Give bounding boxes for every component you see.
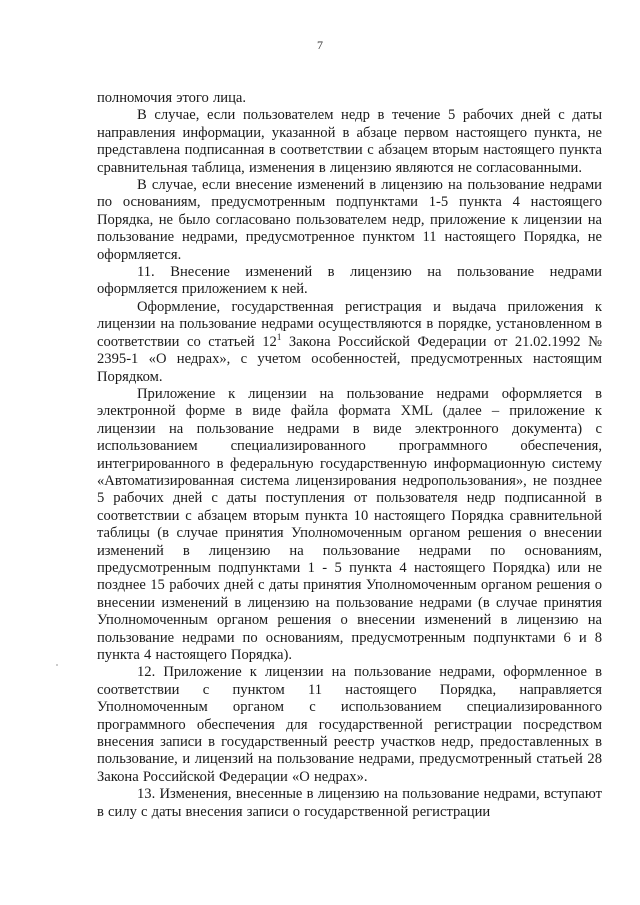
paragraph-item-13: 13. Изменения, внесенные в лицензию на пользование недрами, вступают в силу с даты внесения записи о государственной регистрации: [97, 786, 602, 820]
document-body: [97, 90, 602, 821]
paragraph-registration: [97, 299, 602, 386]
paragraph-registration-end: Закона Российской Федерации от 21.02.1992 № 2395-1 «О недрах», с учетом особенностей, предусмотренных настоящим Порядком.: [97, 333, 602, 385]
paragraph-item-11: 11. Внесение изменений в лицензию на пользование недрами оформляется приложением к ней.: [97, 264, 602, 298]
page-number: 7: [317, 38, 323, 52]
paragraph-continuation: полномочия этого лица.: [97, 90, 247, 106]
paragraph-xml-format: Приложение к лицензии на пользование недрами оформляется в электронной форме в виде файла формата XML (далее – приложение к лицензии на пользование недрами в виде электронного документа) с использованием специализированного программного обеспечения, интегрированного в федеральную государственную информационную систему «Автоматизированная система лицензирования недропользования», не позднее 5 рабочих дней с даты поступления от пользователя недр подписанной в соответствии с абзацем вторым пункта 10 настоящего Порядка сравнительной таблицы (в случае принятия Уполномоченным органом решения о внесении изменений в лицензию на пользование недрами по основаниям, предусмотренным подпунктами 1 - 5 пункта 4 настоящего Порядка) или не позднее 15 рабочих дней с даты принятия Уполномоченным органом решения о внесении изменений в лицензию на пользование недрами (в случае принятия Уполномоченным органом решения о внесении изменений в лицензию на пользование недрами по основаниям, предусмотренным подпунктами 6 и 8 пункта 4 настоящего Порядка).: [97, 385, 602, 663]
paragraph-registration-start: Оформление, государственная регистрация и выдача приложения к лицензии на пользование недрами осуществляются в порядке, установленном в соответствии со статьей 12: [97, 298, 602, 350]
margin-mark: [56, 664, 58, 666]
article-superscript: 1: [276, 331, 282, 342]
paragraph-item-12: 12. Приложение к лицензии на пользование недрами, оформленное в соответствии с пунктом 11 настоящего Порядка, направляется Уполномоченным органом с использованием специализированного программного обеспечения для государственной регистрации посредством внесения записи в государственный реестр участков недр, предоставленных в пользование, и лицензий на пользование недрами, предусмотренный статьей 28 Закона Российской Федерации «О недрах».: [97, 664, 602, 785]
paragraph-unsigned-table: В случае, если пользователем недр в течение 5 рабочих дней с даты направления информации, указанной в абзаце первом настоящего пункта, не представлена подписанная в соответствии с абзацем вторым настоящего пункта сравнительная таблица, изменения в лицензию являются не согласованными.: [97, 107, 602, 176]
paragraph-not-agreed: В случае, если внесение изменений в лицензию на пользование недрами по основаниям, предусмотренным подпунктами 1-5 пункта 4 настоящего Порядка, не было согласовано пользователем недр, приложение к лицензии на пользование недрами, предусмотренное пунктом 11 настоящего Порядка, не оформляется.: [97, 177, 602, 263]
